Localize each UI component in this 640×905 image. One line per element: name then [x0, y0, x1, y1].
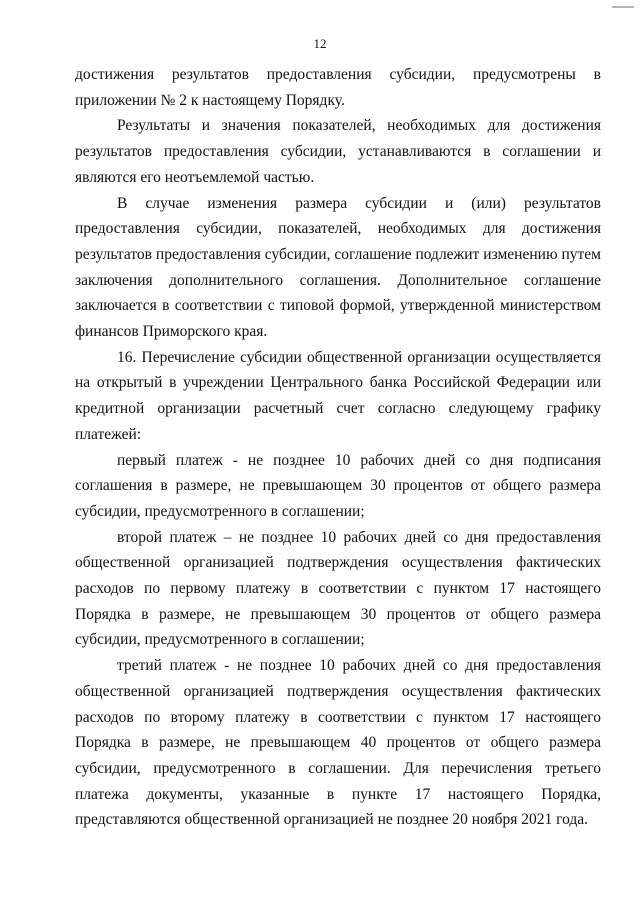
paragraph-16-transfer: 16. Перечисление субсидии общественной организации осуществляется на открытый в учреждении Центрального банка Российской Федерации или кредитной организации расчетный счет согласно следующему графику платежей: — [75, 348, 601, 443]
paragraph-continuation: достижения результатов предоставления субсидии, предусмотрены в приложении № 2 к настоящему Порядку. — [75, 66, 601, 109]
paragraph-first-payment: первый платеж - не позднее 10 рабочих дней со дня подписания соглашения в размере, не превышающем 30 процентов от общего размера субсидии, предусмотренного в соглашении; — [75, 451, 601, 520]
paragraph-third-payment: третий платеж - не позднее 10 рабочих дней со дня предоставления общественной организацией подтверждения осуществления фактических расходов по второму платежу в соответствии с пунктом 17 настоящего Порядка в размере, не превышающем 40 процентов от общего размера субсидии, предусмотренного в соглашении. Для перечисления третьего платежа документы, указанные в пункте 17 настоящего Порядка, представляются общественной организацией не позднее 20 ноября 2021 года. — [75, 657, 601, 829]
document-body — [75, 62, 601, 833]
scan-edge-mark — [612, 6, 634, 8]
paragraph-subsidy-change: В случае изменения размера субсидии и (или) результатов предоставления субсидии, показателей, необходимых для достижения результатов предоставления субсидии, соглашение подлежит изменению путем заключения дополнительного соглашения. Дополнительное соглашение заключается в соответствии с типовой формой, утвержденной министерством финансов Приморского края. — [75, 194, 601, 341]
paragraph-second-payment: второй платеж – не позднее 10 рабочих дней со дня предоставления общественной организацией подтверждения осуществления фактических расходов по первому платежу в соответствии с пунктом 17 настоящего Порядка в размере, не превышающем 30 процентов от общего размера субсидии, предусмотренного в соглашении; — [75, 528, 601, 649]
page-number: 12 — [313, 36, 327, 51]
paragraph-results-values: Результаты и значения показателей, необходимых для достижения результатов предоставления субсидии, устанавливаются в соглашении и являются его неотъемлемой частью. — [75, 117, 601, 186]
